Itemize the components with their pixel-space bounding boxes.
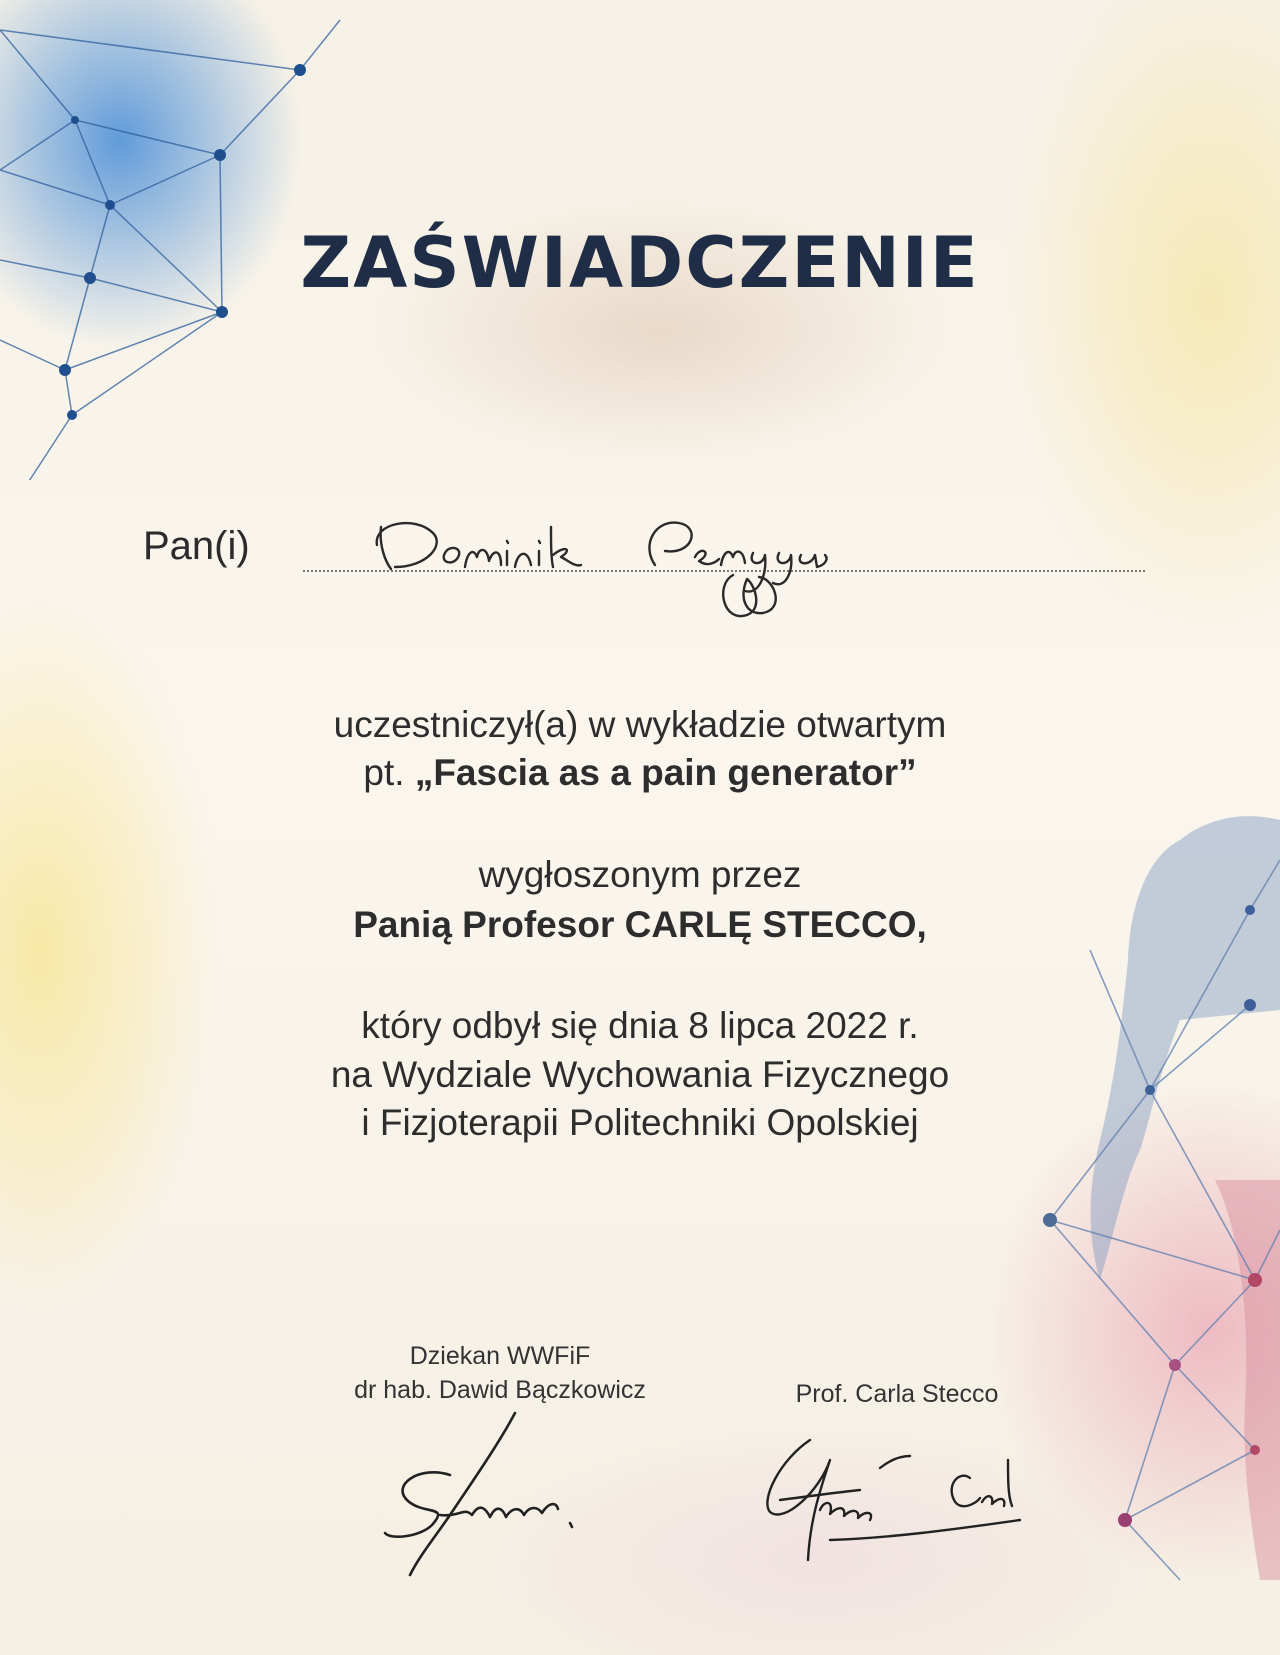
faculty-line-1: na Wydziale Wychowania Fizycznego [330, 1054, 950, 1095]
faculty-line-2: i Fizjoterapii Politechniki Opolskiej [361, 1102, 919, 1143]
delivered-by-line: wygłoszonym przez [478, 854, 802, 895]
lecture-title: „Fascia as a pain generator” [414, 752, 917, 793]
recipient-label: Pan(i) [143, 524, 250, 568]
certificate-title: ZAŚWIADCZENIE [300, 222, 980, 304]
lecturer-name-line: Panią Profesor CARLĘ STECCO, [353, 904, 927, 945]
dean-name: dr hab. Dawid Bączkowicz [354, 1376, 646, 1404]
dean-title: Dziekan WWFiF [409, 1342, 591, 1370]
leg-figure-icon [1215, 1180, 1280, 1580]
date-line: który odbył się dnia 8 lipca 2022 r. [361, 1005, 919, 1046]
lecture-title-prefix: pt. [363, 752, 405, 793]
recipient-name-handwriting [355, 505, 855, 630]
lecture-title-line [0, 750, 1280, 796]
dean-signature [380, 1405, 600, 1585]
participation-line: uczestniczył(a) w wykładzie otwartym [333, 704, 947, 745]
professor-name: Prof. Carla Stecco [795, 1380, 999, 1408]
professor-signature [750, 1420, 1050, 1570]
